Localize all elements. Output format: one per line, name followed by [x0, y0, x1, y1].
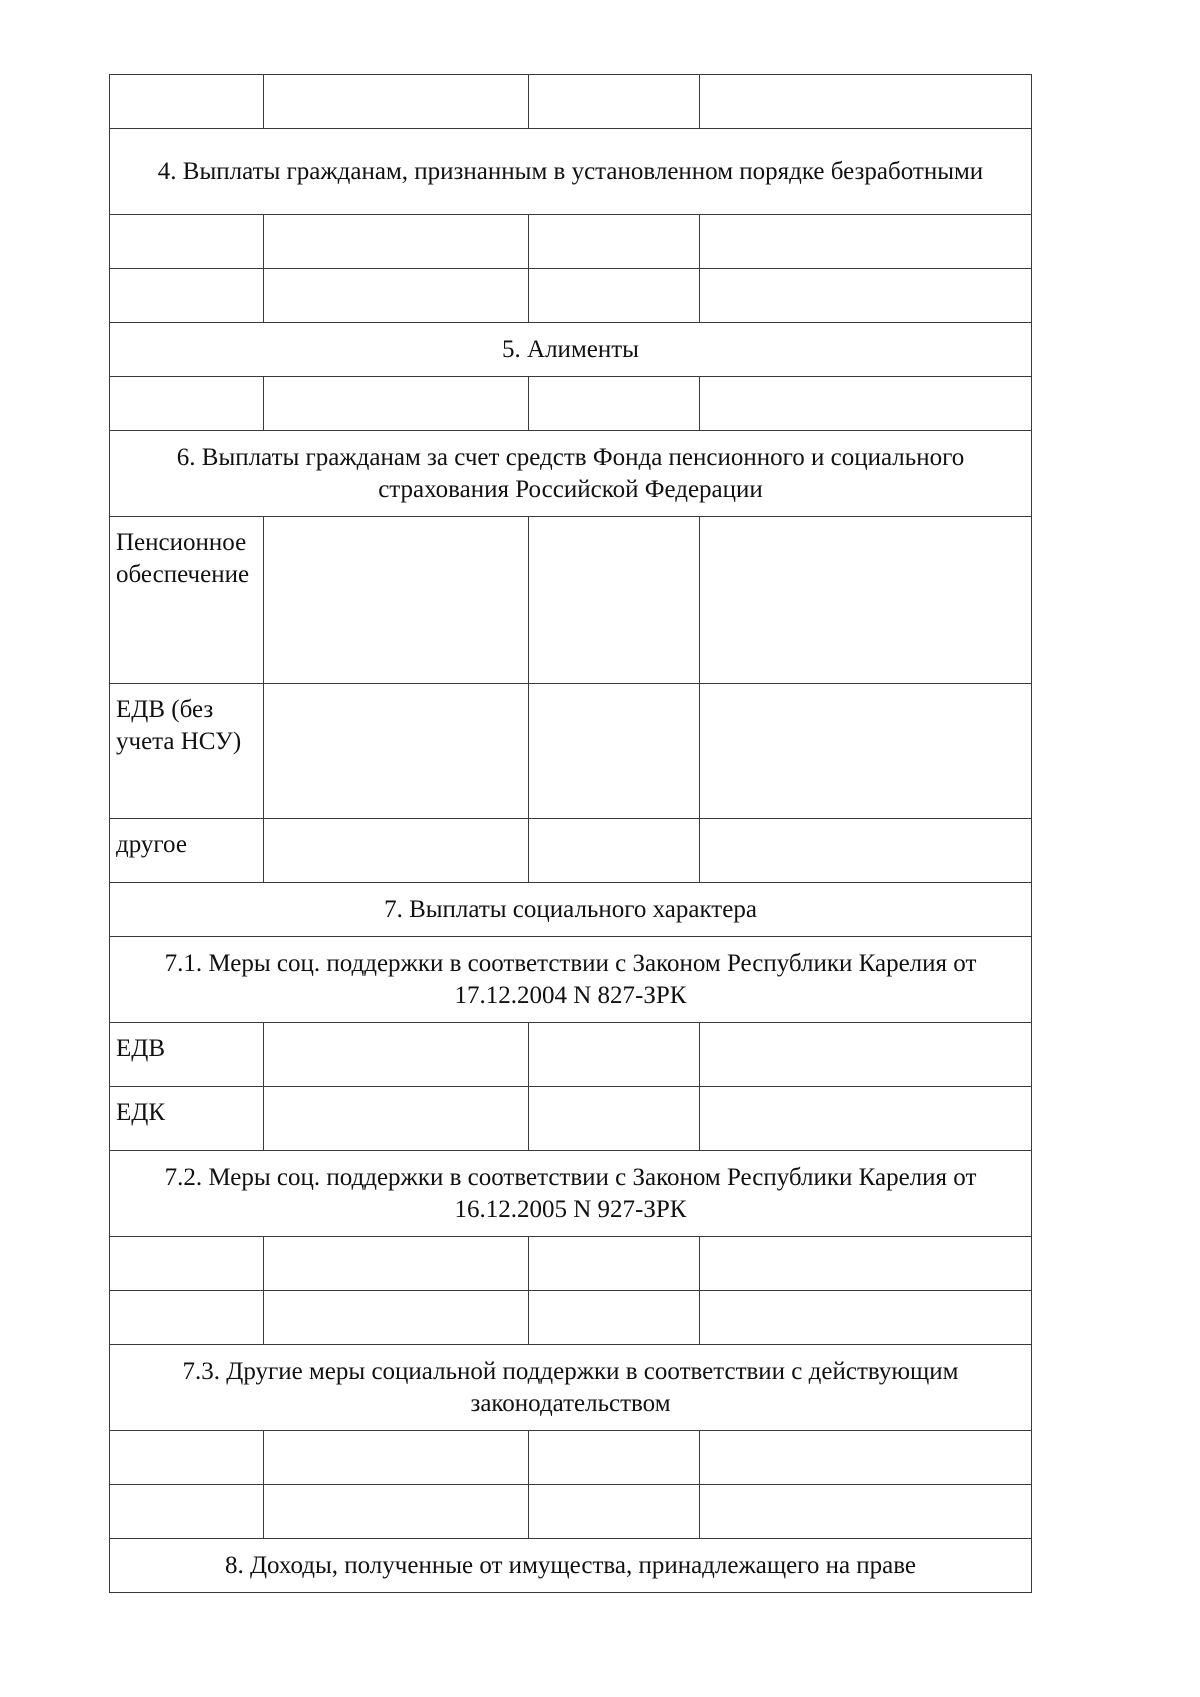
table-cell [529, 1291, 700, 1345]
table-cell [529, 1023, 700, 1087]
table-cell [264, 1431, 529, 1485]
table-row [110, 269, 1032, 323]
table-row [110, 377, 1032, 431]
table-cell [700, 75, 1032, 129]
table-cell [700, 1023, 1032, 1087]
table-cell [110, 1291, 264, 1345]
table-cell [700, 1087, 1032, 1151]
table-cell [110, 1237, 264, 1291]
section-header-row [110, 883, 1032, 937]
table-cell [700, 1431, 1032, 1485]
table-cell [110, 1485, 264, 1539]
table-cell [700, 517, 1032, 684]
row-label-edv-nsu: ЕДВ (без учета НСУ) [110, 684, 264, 819]
table-cell [700, 1291, 1032, 1345]
table-cell [529, 1485, 700, 1539]
row-label-edv: ЕДВ [110, 1023, 264, 1087]
table-cell [700, 1237, 1032, 1291]
section-title-law-827: 7.1. Меры соц. поддержки в соответствии с Законом Республики Карелия от 17.12.2004 N 827-ЗРК [110, 937, 1032, 1023]
section-header-row [110, 1345, 1032, 1431]
table-cell [264, 215, 529, 269]
table-row [110, 75, 1032, 129]
table-cell [264, 75, 529, 129]
table-cell [529, 517, 700, 684]
section-title-law-927: 7.2. Меры соц. поддержки в соответствии с Законом Республики Карелия от 16.12.2005 N 927-ЗРК [110, 1151, 1032, 1237]
table-row [110, 1431, 1032, 1485]
row-label-pension: Пенсионное обеспечение [110, 517, 264, 684]
section-title-social-payments: 7. Выплаты социального характера [110, 883, 1032, 937]
table-row [110, 819, 1032, 883]
section-header-row [110, 431, 1032, 517]
table-cell [110, 75, 264, 129]
table-cell [110, 269, 264, 323]
table-cell [700, 269, 1032, 323]
table-cell [700, 1485, 1032, 1539]
table-cell [264, 1087, 529, 1151]
table-cell [110, 1431, 264, 1485]
section-header-row [110, 323, 1032, 377]
table-cell [110, 377, 264, 431]
table-row [110, 215, 1032, 269]
section-title-property-income: 8. Доходы, полученные от имущества, принадлежащего на праве [110, 1539, 1032, 1593]
table-row [110, 1023, 1032, 1087]
table-cell [264, 1237, 529, 1291]
table-cell [700, 215, 1032, 269]
table-cell [110, 215, 264, 269]
table-cell [264, 377, 529, 431]
table-cell [700, 684, 1032, 819]
table-cell [264, 1291, 529, 1345]
table-row [110, 517, 1032, 684]
row-label-edk: ЕДК [110, 1087, 264, 1151]
table-cell [529, 377, 700, 431]
table-cell [529, 269, 700, 323]
table-cell [529, 684, 700, 819]
table-cell [529, 75, 700, 129]
table-cell [529, 819, 700, 883]
table-cell [529, 1237, 700, 1291]
row-label-other: другое [110, 819, 264, 883]
section-title-pension-fund: 6. Выплаты гражданам за счет средств Фонда пенсионного и социального страхования Российской Федерации [110, 431, 1032, 517]
table-row [110, 1237, 1032, 1291]
section-title-alimony: 5. Алименты [110, 323, 1032, 377]
section-header-row [110, 1151, 1032, 1237]
table-cell [700, 377, 1032, 431]
table-cell [264, 269, 529, 323]
section-title-other-support: 7.3. Другие меры социальной поддержки в соответствии с действующим законодательством [110, 1345, 1032, 1431]
table-cell [700, 819, 1032, 883]
table-cell [529, 1431, 700, 1485]
table-cell [264, 684, 529, 819]
table-cell [529, 215, 700, 269]
income-form-table [109, 74, 1032, 1593]
table-row [110, 1087, 1032, 1151]
section-title-unemployment: 4. Выплаты гражданам, признанным в установленном порядке безработными [110, 129, 1032, 215]
table-cell [264, 517, 529, 684]
table-cell [529, 1087, 700, 1151]
section-header-row [110, 937, 1032, 1023]
section-header-row [110, 1539, 1032, 1593]
table-cell [264, 1023, 529, 1087]
table-row [110, 684, 1032, 819]
table-row [110, 1485, 1032, 1539]
table-cell [264, 819, 529, 883]
table-cell [264, 1485, 529, 1539]
table-row [110, 1291, 1032, 1345]
section-header-row [110, 129, 1032, 215]
